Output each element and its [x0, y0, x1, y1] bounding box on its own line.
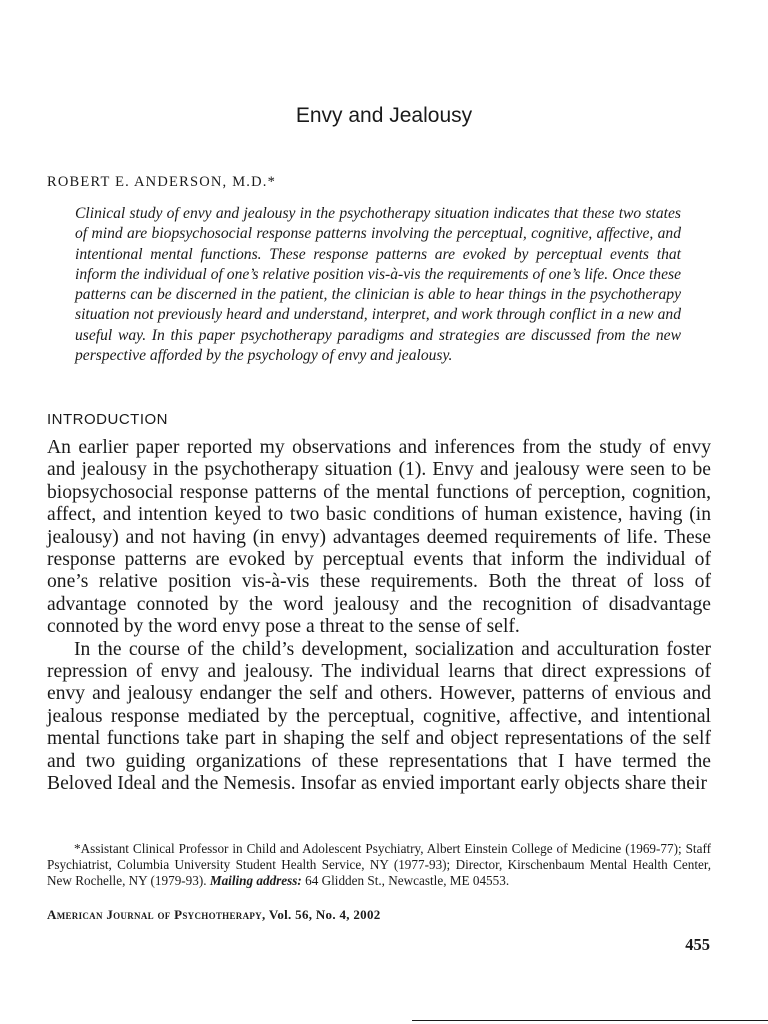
- journal-volume: , Vol. 56, No. 4, 2002: [261, 907, 381, 922]
- mailing-address-label: Mailing address:: [209, 873, 302, 889]
- body-paragraph: In the course of the child’s development, socialization and acculturation foster repression of envy and jealousy. The individual learns that direct expressions of envy and jealousy endanger the self and others. However, patterns of envious and jealous response mediated by the perceptual, cognitive, affective, and intentional mental functions take part in shaping the self and object representations of the self and two guiding organizations of these representations that I have termed the Beloved Ideal and the Nemesis. Insofar as envied important early objects share their: [47, 638, 711, 795]
- article-title: Envy and Jealousy: [295, 104, 473, 127]
- article-author: ROBERT E. ANDERSON, M.D.*: [47, 174, 277, 190]
- introduction-body: [47, 437, 711, 796]
- bottom-rule: [412, 1020, 768, 1021]
- journal-citation: [47, 907, 381, 923]
- author-footnote: [47, 841, 711, 890]
- section-heading-introduction: INTRODUCTION: [47, 411, 168, 428]
- article-abstract: Clinical study of envy and jealousy in the psychotherapy situation indicates that these two states of mind are biopsychosocial response patterns involving the perceptual, cognitive, affective, and intentional mental functions. These response patterns are evoked by perceptual events that inform the individual of one’s relative position vis-à-vis the requirements of one’s life. Once these patterns can be discerned in the patient, the clinician is able to hear things in the psychotherapy situation not previously heard and understand, interpret, and work through conflict in a new and useful way. In this paper psychotherapy paradigms and strategies are discussed from the new perspective afforded by the psychology of envy and jealousy.: [75, 205, 681, 365]
- page-number: 455: [685, 935, 710, 954]
- journal-name: American Journal of Psychotherapy: [47, 907, 262, 922]
- body-paragraph: An earlier paper reported my observations and inferences from the study of envy and jealousy in the psychotherapy situation (1). Envy and jealousy were seen to be biopsychosocial response patterns of the mental functions of perception, cognition, affect, and intention keyed to two basic conditions of human existence, having (in jealousy) and not having (in envy) advantages deemed requirements of life. These response patterns are evoked by perceptual events that inform the individual of one’s relative position vis-à-vis these requirements. Both the threat of loss of advantage connoted by the word jealousy and the recognition of disadvantage connoted by the word envy pose a threat to the sense of self.: [47, 437, 711, 638]
- footnote-affiliations: *Assistant Clinical Professor in Child and Adolescent Psychiatry, Albert Einstein College of Medicine (1969-77); Staff Psychiatrist, Columbia University Student Health Service, NY (1977-93); Director, Kirschenbaum Mental Health Center, New Rochelle, NY (1979-93).: [47, 841, 711, 889]
- mailing-address: 64 Glidden St., Newcastle, ME 04553.: [301, 873, 510, 889]
